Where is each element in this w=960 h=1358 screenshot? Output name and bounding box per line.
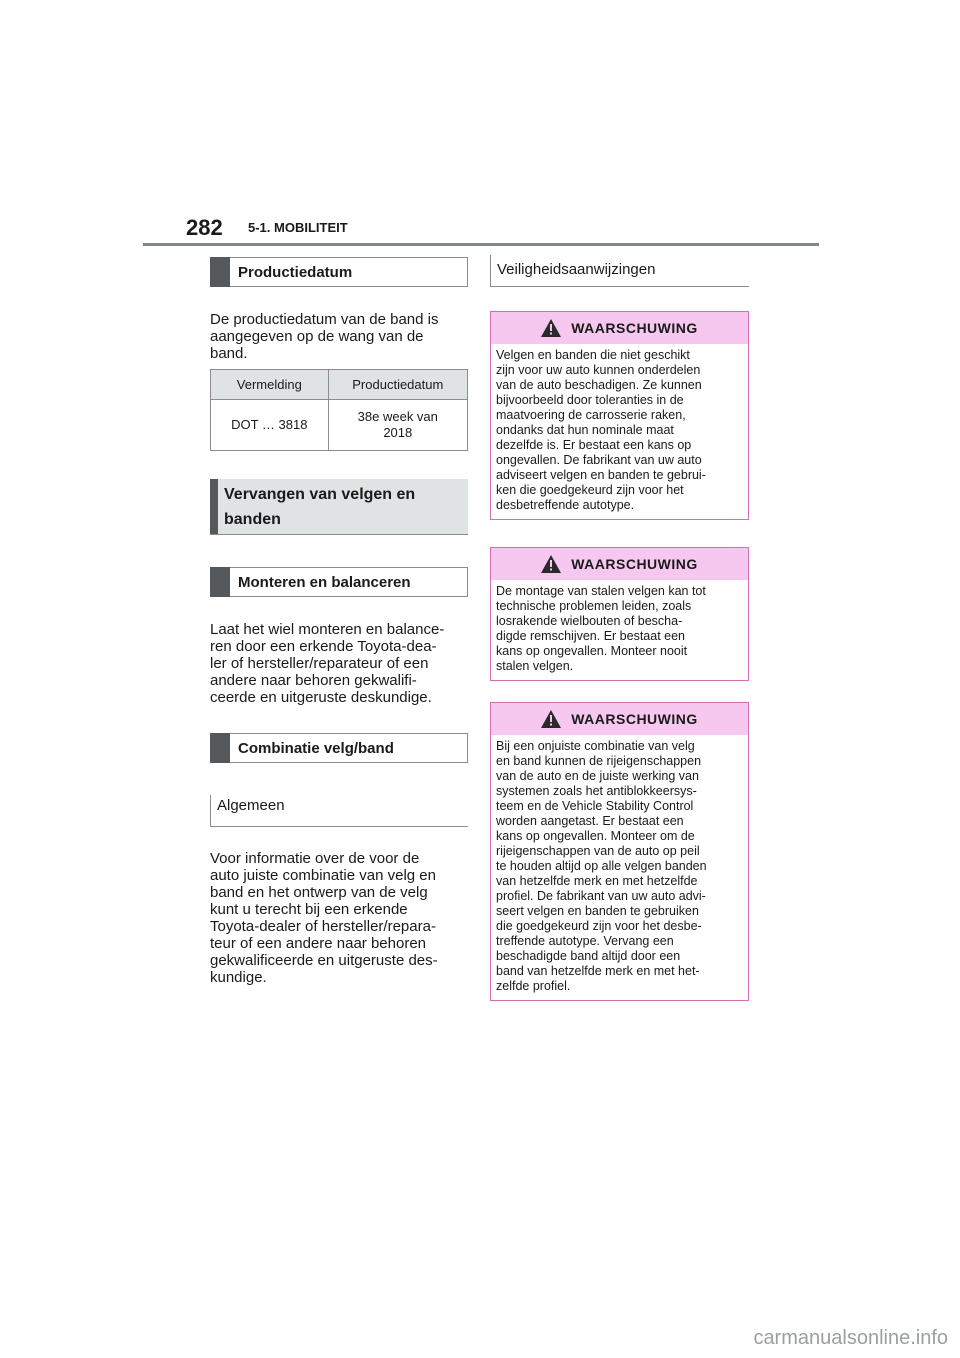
text-line: andere naar behoren gekwalifi-	[210, 672, 417, 689]
text-line: van de auto beschadigen. Ze kunnen	[496, 378, 702, 392]
text-line: en band kunnen de rijeigenschappen	[496, 754, 702, 768]
heading-label: Veiligheidsaanwijzingen	[497, 261, 656, 278]
text-line: kans op ongevallen. Monteer om de	[496, 829, 695, 843]
heading-monteren	[210, 567, 468, 597]
heading-combinatie	[210, 733, 468, 763]
warning-box	[490, 311, 749, 520]
text-line: ler of hersteller/reparateur of een	[210, 655, 429, 672]
text-line: ceerde en uitgeruste deskundige.	[210, 689, 432, 706]
text-line: De montage van stalen velgen kan tot	[496, 584, 706, 598]
table-row	[211, 400, 468, 451]
heading-marker	[210, 257, 230, 287]
text-line: band.	[210, 345, 248, 362]
text-line: Voor informatie over de voor de	[210, 850, 420, 867]
warning-triangle-icon	[541, 319, 561, 337]
warning-title: WAARSCHUWING	[571, 556, 698, 572]
warning-triangle-icon	[541, 555, 561, 573]
warning-text	[491, 735, 748, 1000]
heading-line: banden	[224, 511, 281, 528]
algemeen-paragraph	[210, 850, 472, 986]
text-line: ondanks dat hun nominale maat	[496, 423, 674, 437]
table-header: Productiedatum	[328, 370, 467, 400]
heading-algemeen	[210, 795, 468, 827]
text-line: van de auto en de juiste werking van	[496, 769, 699, 783]
text-line: profiel. De fabrikant van uw auto advi-	[496, 889, 706, 903]
text-line: De productiedatum van de band is	[210, 311, 439, 328]
cell-line: 2018	[383, 425, 413, 440]
text-line: Toyota-dealer of hersteller/repara-	[210, 918, 436, 935]
heading-label: Productiedatum	[238, 263, 353, 281]
text-line: beschadigde band altijd door een	[496, 949, 681, 963]
table-cell: DOT … 3818	[211, 400, 329, 451]
text-line: ken die goedgekeurd zijn voor het	[496, 483, 684, 497]
text-line: van hetzelfde merk en met hetzelfde	[496, 874, 698, 888]
text-line: ren door een erkende Toyota-dea-	[210, 638, 437, 655]
watermark: carmanualsonline.info	[753, 1327, 948, 1349]
heading-label: Combinatie velg/band	[238, 739, 394, 757]
heading-line: Vervangen van velgen en	[224, 486, 416, 503]
text-line: auto juiste combinatie van velg en	[210, 867, 436, 884]
warning-header	[491, 703, 748, 735]
text-line: band en het ontwerp van de velg	[210, 884, 428, 901]
text-line: Bij een onjuiste combinatie van velg	[496, 739, 695, 753]
heading-vervangen	[210, 479, 468, 535]
heading-productiedatum	[210, 257, 468, 287]
text-line: technische problemen leiden, zoals	[496, 599, 692, 613]
text-line: Velgen en banden die niet geschikt	[496, 348, 690, 362]
warning-title: WAARSCHUWING	[571, 711, 698, 727]
section-title: 5-1. MOBILITEIT	[248, 220, 348, 235]
text-line: treffende autotype. Vervang een	[496, 934, 674, 948]
text-line: teur of een andere naar behoren	[210, 935, 426, 952]
page-number: 282	[186, 215, 223, 240]
table-header: Vermelding	[211, 370, 329, 400]
text-line: systemen zoals het antiblokkeersys-	[496, 784, 697, 798]
warning-box	[490, 702, 749, 1001]
text-line: ongevallen. De fabrikant van uw auto	[496, 453, 702, 467]
text-line: seert velgen en banden te gebruiken	[496, 904, 699, 918]
text-line: zelfde profiel.	[496, 979, 571, 993]
text-line: rijeigenschappen van de auto op peil	[496, 844, 700, 858]
monteren-paragraph	[210, 621, 472, 706]
text-line: die goedgekeurd zijn voor het desbe-	[496, 919, 702, 933]
text-line: band van hetzelfde merk en met het-	[496, 964, 700, 978]
text-line: desbetreffende autotype.	[496, 498, 635, 512]
heading-veiligheidsaanwijzingen	[490, 255, 749, 287]
text-line: worden aangetast. Er bestaat een	[496, 814, 684, 828]
text-line: kans op ongevallen. Monteer nooit	[496, 644, 688, 658]
text-line: digde remschijven. Er bestaat een	[496, 629, 685, 643]
text-line: teem en de Vehicle Stability Control	[496, 799, 694, 813]
text-line: stalen velgen.	[496, 659, 574, 673]
text-line: dezelfde is. Er bestaat een kans op	[496, 438, 692, 452]
warning-header	[491, 312, 748, 344]
warning-box	[490, 547, 749, 681]
productiedatum-paragraph	[210, 311, 472, 362]
table-header-row	[211, 370, 468, 400]
text-line: adviseert velgen en banden te gebrui-	[496, 468, 706, 482]
header-divider	[143, 243, 819, 246]
text-line: zijn voor uw auto kunnen onderdelen	[496, 363, 701, 377]
text-line: kundige.	[210, 969, 267, 986]
heading-label: Monteren en balanceren	[238, 573, 411, 591]
text-line: te houden altijd op alle velgen banden	[496, 859, 707, 873]
cell-line: 38e week van	[357, 409, 438, 424]
production-date-table	[210, 369, 468, 451]
heading-label: Algemeen	[217, 797, 285, 814]
warning-triangle-icon	[541, 710, 561, 728]
heading-marker	[210, 733, 230, 763]
warning-text	[491, 344, 748, 519]
text-line: maatvoering de carrosserie raken,	[496, 408, 686, 422]
text-line: Laat het wiel monteren en balance-	[210, 621, 445, 638]
warning-header	[491, 548, 748, 580]
table-cell	[328, 400, 467, 451]
warning-title: WAARSCHUWING	[571, 320, 698, 336]
text-line: aangegeven op de wang van de	[210, 328, 424, 345]
heading-label	[224, 482, 464, 532]
text-line: bijvoorbeeld door toleranties in de	[496, 393, 684, 407]
text-line: losrakende wielbouten of bescha-	[496, 614, 683, 628]
heading-marker	[210, 567, 230, 597]
warning-text	[491, 580, 748, 680]
text-line: kunt u terecht bij een erkende	[210, 901, 408, 918]
heading-marker	[210, 479, 218, 534]
text-line: gekwalificeerde en uitgeruste des-	[210, 952, 438, 969]
